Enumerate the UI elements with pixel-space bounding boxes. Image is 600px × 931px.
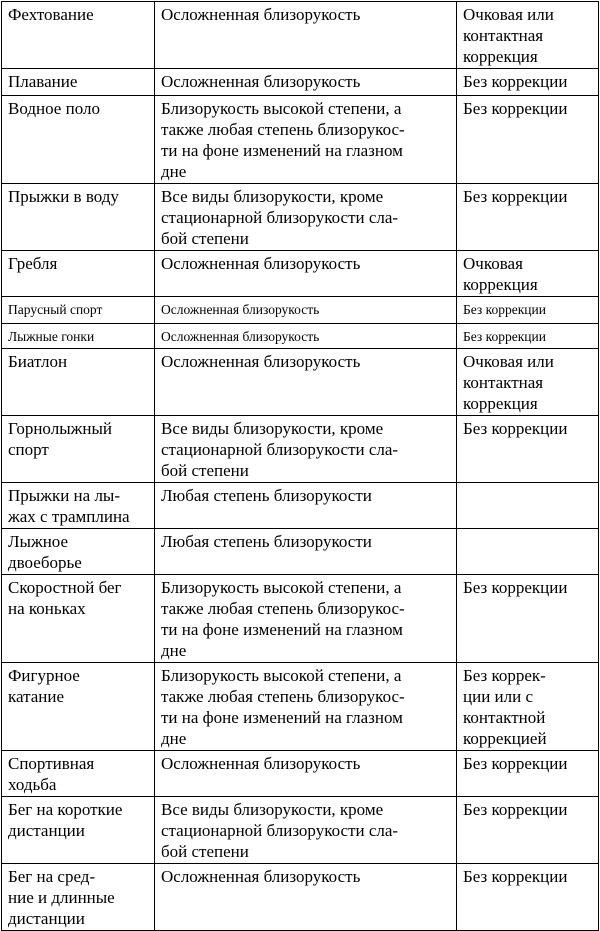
correction-cell: Без коррекции: [457, 751, 599, 797]
sport-cell: Бег на сред- ние и длинные дистанции: [2, 864, 155, 931]
correction-cell: [457, 483, 599, 529]
condition-cell: Близорукость высокой степени, а также любая степень близорукос- ти на фоне изменений на глазном дне: [155, 575, 457, 663]
sport-cell: Фехтование: [2, 2, 155, 69]
table-row: [2, 96, 599, 184]
correction-cell: Без коррекции: [457, 96, 599, 184]
table-row: [2, 297, 599, 324]
table-row: [2, 797, 599, 864]
sport-cell: Парусный спорт: [2, 297, 155, 324]
correction-cell: Очковая или контактная коррекция: [457, 2, 599, 69]
condition-cell: Осложненная близорукость: [155, 251, 457, 297]
sport-cell: Фигурное катание: [2, 663, 155, 751]
correction-cell: Без коррекции: [457, 864, 599, 931]
table-row: [2, 751, 599, 797]
correction-cell: Без коррекции: [457, 324, 599, 349]
sport-cell: Водное поло: [2, 96, 155, 184]
condition-cell: Все виды близорукости, кроме стационарной близорукости сла- бой степени: [155, 416, 457, 483]
myopia-sports-table: [1, 1, 599, 931]
sport-cell: Гребля: [2, 251, 155, 297]
condition-cell: Осложненная близорукость: [155, 69, 457, 96]
condition-cell: Все виды близорукости, кроме стационарной близорукости сла- бой степени: [155, 184, 457, 251]
correction-cell: Без коррекции: [457, 184, 599, 251]
table-row: [2, 575, 599, 663]
sport-cell: Лыжные гонки: [2, 324, 155, 349]
correction-cell: [457, 529, 599, 575]
condition-cell: Осложненная близорукость: [155, 297, 457, 324]
table-row: [2, 416, 599, 483]
correction-cell: Очковая или контактная коррекция: [457, 349, 599, 416]
condition-cell: Осложненная близорукость: [155, 864, 457, 931]
table-row: [2, 184, 599, 251]
correction-cell: Без коррек- ции или с контактной коррекцией: [457, 663, 599, 751]
sport-cell: Скоростной бег на коньках: [2, 575, 155, 663]
sport-cell: Прыжки в воду: [2, 184, 155, 251]
correction-cell: Без коррекции: [457, 797, 599, 864]
table-row: [2, 864, 599, 931]
table-row: [2, 529, 599, 575]
correction-cell: Без коррекции: [457, 297, 599, 324]
condition-cell: Близорукость высокой степени, а также любая степень близорукос- ти на фоне изменений на глазном дне: [155, 663, 457, 751]
table-row: [2, 2, 599, 69]
sport-cell: Прыжки на лы- жах с трамплина: [2, 483, 155, 529]
table-row: [2, 324, 599, 349]
correction-cell: Без коррекции: [457, 575, 599, 663]
condition-cell: Все виды близорукости, кроме стационарной близорукости сла- бой степени: [155, 797, 457, 864]
condition-cell: Осложненная близорукость: [155, 2, 457, 69]
sport-cell: Плавание: [2, 69, 155, 96]
table-row: [2, 483, 599, 529]
correction-cell: Очковая коррекция: [457, 251, 599, 297]
correction-cell: Без коррекции: [457, 416, 599, 483]
condition-cell: Осложненная близорукость: [155, 324, 457, 349]
condition-cell: Близорукость высокой степени, а также любая степень близорукос- ти на фоне изменений на глазном дне: [155, 96, 457, 184]
table-row: [2, 251, 599, 297]
sport-cell: Биатлон: [2, 349, 155, 416]
sport-cell: Горнолыжный спорт: [2, 416, 155, 483]
condition-cell: Осложненная близорукость: [155, 751, 457, 797]
table-body: [2, 2, 599, 931]
sport-cell: Бег на короткие дистанции: [2, 797, 155, 864]
correction-cell: Без коррекции: [457, 69, 599, 96]
condition-cell: Любая степень близорукости: [155, 483, 457, 529]
table-row: [2, 663, 599, 751]
sport-cell: Лыжное двоеборье: [2, 529, 155, 575]
condition-cell: Осложненная близорукость: [155, 349, 457, 416]
table-row: [2, 69, 599, 96]
condition-cell: Любая степень близорукости: [155, 529, 457, 575]
table-row: [2, 349, 599, 416]
sport-cell: Спортивная ходьба: [2, 751, 155, 797]
